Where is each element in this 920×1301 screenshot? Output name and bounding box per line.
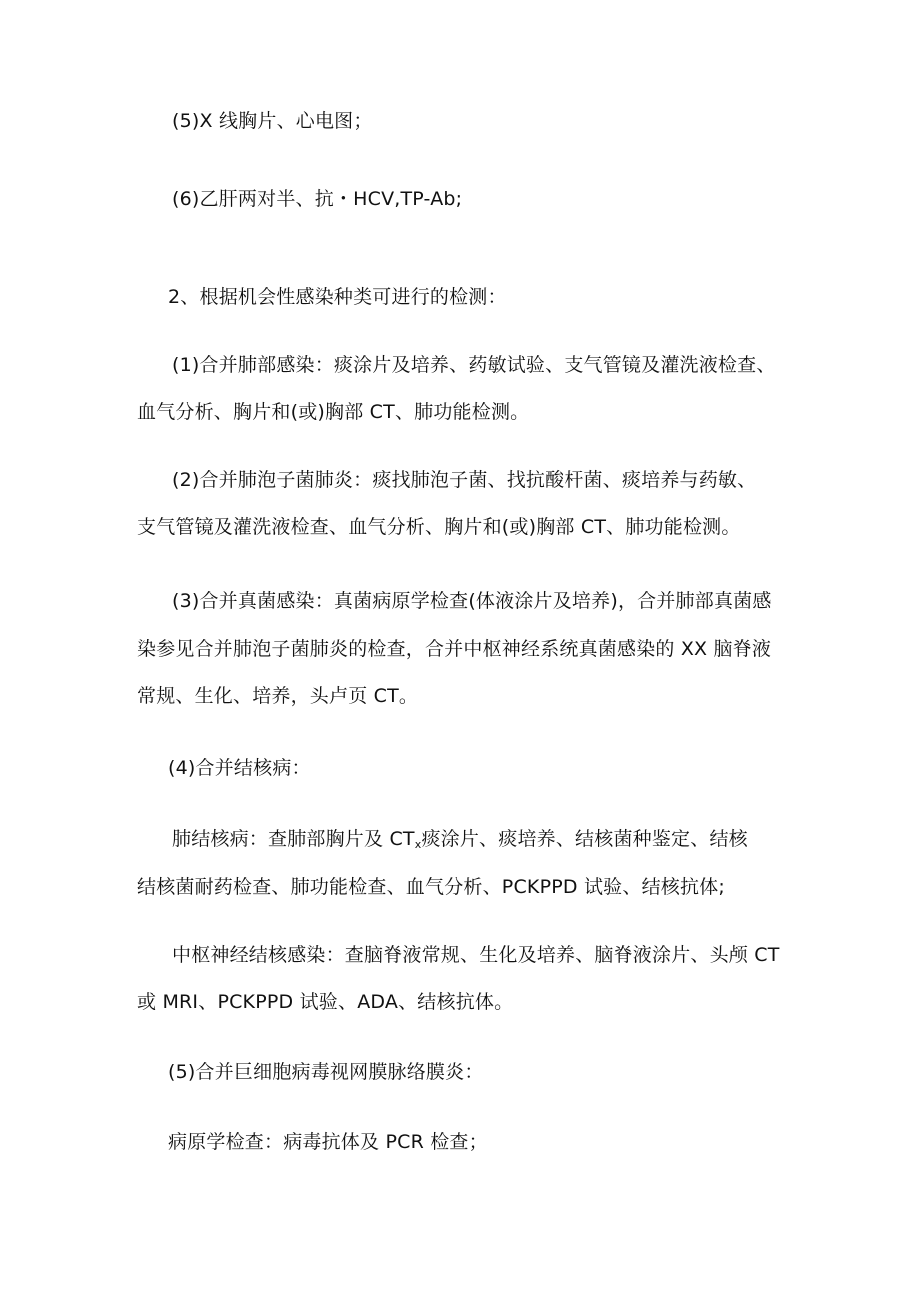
text-line: 血气分析、胸片和(或)胸部 CT、肺功能检测。 [137,401,530,423]
text-line: (3)合并真菌感染：真菌病原学检查(体液涂片及培养)，合并肺部真菌感 [172,590,772,612]
text-line: 染参见合并肺泡子菌肺炎的检查，合并中枢神经系统真菌感染的 XX 脑脊液 [137,638,772,660]
text-line: 结核菌耐药检查、肺功能检查、血气分析、PCKPPD 试验、结核抗体; [137,876,725,898]
section-heading: 2、根据机会性感染种类可进行的检测： [168,286,507,308]
text-line: 或 MRI、PCKPPD 试验、ADA、结核抗体。 [137,991,514,1013]
text-line: 病原学检查：病毒抗体及 PCR 检查； [168,1131,488,1153]
text-line: 支气管镜及灌洗液检查、血气分析、胸片和(或)胸部 CT、肺功能检测。 [137,516,741,538]
text-line: (5)X 线胸片、心电图； [172,110,373,132]
text-line: (6)乙肝两对半、抗・HCV,TP-Ab; [172,188,463,210]
text-line: (5)合并巨细胞病毒视网膜脉络膜炎： [168,1061,484,1083]
text-line: 常规、生化、培养，头卢页 CT。 [137,685,419,707]
text-line: 中枢神经结核感染：查脑脊液常规、生化及培养、脑脊液涂片、头颅 CT [172,944,780,966]
tb-line-subscript: x [414,838,422,851]
tb-line-prefix: 肺结核病：查肺部胸片及 CT [172,828,415,850]
text-line: (1)合并肺部感染：痰涂片及培养、药敏试验、支气管镜及灌洗液检查、 [172,354,776,376]
text-line: (4)合并结核病： [168,757,311,779]
text-line [172,826,748,858]
text-line: (2)合并肺泡子菌肺炎：痰找肺泡子菌、找抗酸杆菌、痰培养与药敏、 [172,469,757,491]
tb-line-suffix: 痰涂片、痰培养、结核菌种鉴定、结核 [421,828,748,850]
